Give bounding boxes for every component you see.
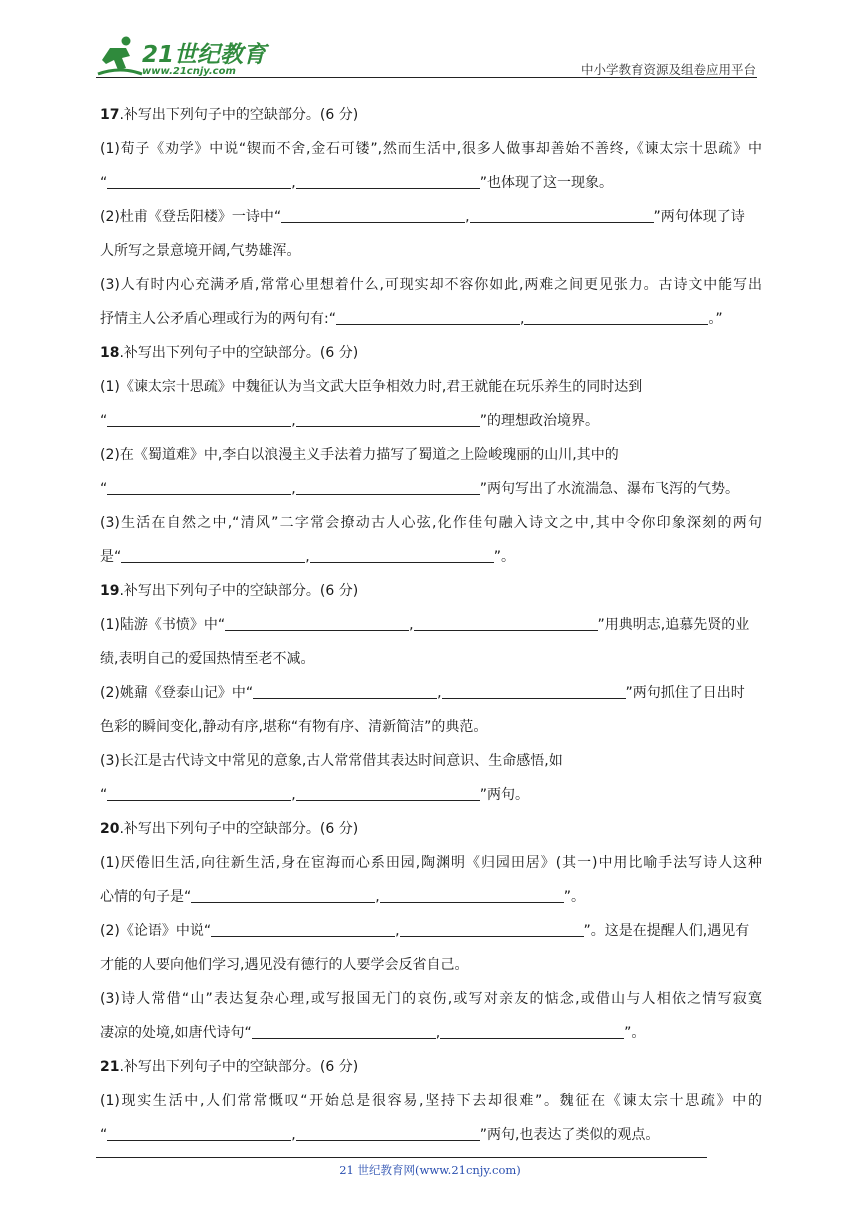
question-title (100, 342, 762, 364)
line-text: , (291, 481, 296, 497)
question-instruction: .补写出下列句子中的空缺部分。(6 分) (119, 345, 359, 361)
line-text: 凄凉的处境,如唐代诗句“ (100, 1025, 252, 1041)
line-text: ”两句。 (479, 787, 529, 803)
line-text: 。” (708, 311, 723, 327)
question-number: 21 (100, 1059, 120, 1075)
line-text: ”两句体现了诗 (653, 209, 745, 225)
answer-blank[interactable] (107, 412, 291, 427)
question-number: 20 (100, 821, 120, 837)
line-text: “ (100, 413, 108, 429)
question-line (100, 716, 762, 738)
question-list (100, 104, 762, 1158)
question-line (100, 546, 762, 568)
line-text: (1)陆游《书愤》中“ (100, 617, 226, 633)
answer-blank[interactable] (296, 786, 480, 801)
question-line (100, 138, 762, 160)
answer-blank[interactable] (107, 174, 291, 189)
question-line (100, 1022, 762, 1044)
question-title (100, 818, 762, 840)
logo (96, 34, 266, 80)
line-text: ”也体现了这一现象。 (479, 175, 613, 191)
question-line (100, 1124, 762, 1146)
question-line (100, 954, 762, 976)
answer-blank[interactable] (442, 684, 626, 699)
answer-blank[interactable] (225, 616, 409, 631)
line-text: ”。 (493, 549, 515, 565)
line-text: 色彩的瞬间变化,静动有序,堪称“有物有序、清新简洁”的典范。 (100, 719, 488, 735)
answer-blank[interactable] (281, 208, 465, 223)
line-text: , (291, 175, 296, 191)
runner-logo-icon (96, 34, 144, 80)
page-footer: 21 世纪教育网(www.21cnjy.com) (339, 1163, 521, 1177)
line-text: , (375, 889, 380, 905)
question-line (100, 410, 762, 432)
question-number: 18 (100, 345, 120, 361)
line-text: ”。 (624, 1025, 646, 1041)
answer-blank[interactable] (400, 922, 584, 937)
line-text: , (435, 1025, 441, 1041)
question-line (100, 614, 762, 636)
line-text: (2)姚鼐《登泰山记》中“ (100, 685, 254, 701)
answer-blank[interactable] (121, 548, 305, 563)
answer-blank[interactable] (107, 786, 291, 801)
question-title (100, 580, 762, 602)
question-line (100, 852, 762, 874)
line-text: ”。 (563, 889, 585, 905)
logo-url: www.21cnjy.com (142, 66, 236, 77)
line-text: (2)在《蜀道难》中,李白以浪漫主义手法着力描写了蜀道之上险峻瑰丽的山川,其中的 (100, 447, 619, 463)
question-line (100, 1090, 762, 1112)
question-line (100, 750, 762, 772)
line-text: 心情的句子是“ (100, 889, 192, 905)
question-line (100, 172, 762, 194)
line-text: 才能的人要向他们学习,遇见没有德行的人要学会反省自己。 (100, 957, 469, 973)
line-text: 抒情主人公矛盾心理或行为的两句有:“ (100, 311, 336, 327)
question-title (100, 104, 762, 126)
answer-blank[interactable] (191, 888, 375, 903)
line-text: 绩,表明自己的爱国热情至老不减。 (100, 651, 315, 667)
answer-blank[interactable] (211, 922, 395, 937)
line-text: (1)现实生活中,人们常常慨叹“开始总是很容易,坚持下去却很难”。魏征在《谏太宗十思疏》中的 (100, 1093, 762, 1109)
question-instruction: .补写出下列句子中的空缺部分。(6 分) (119, 107, 359, 123)
question-number: 17 (100, 107, 120, 123)
line-text: , (409, 617, 414, 633)
line-text: ”两句,也表达了类似的观点。 (479, 1127, 660, 1143)
line-text: (1)《谏太宗十思疏》中魏征认为当文武大臣争相效力时,君王就能在玩乐养生的同时达到 (100, 379, 643, 395)
line-text: ”两句抓住了日出时 (625, 685, 745, 701)
answer-blank[interactable] (107, 480, 291, 495)
question-line (100, 478, 762, 500)
answer-blank[interactable] (414, 616, 598, 631)
logo-title: 21世纪教育 (142, 42, 267, 68)
answer-blank[interactable] (107, 1126, 291, 1141)
line-text: (3)人有时内心充满矛盾,常常心里想着什么,可现实却不容你如此,两难之间更见张力。古诗文中能写出 (100, 277, 762, 293)
answer-blank[interactable] (296, 174, 480, 189)
question-line (100, 308, 762, 330)
question-line (100, 240, 762, 262)
page-header (96, 30, 756, 82)
line-text: , (291, 413, 296, 429)
line-text: ”的理想政治境界。 (479, 413, 599, 429)
line-text: (1)厌倦旧生活,向往新生活,身在宦海而心系田园,陶渊明《归园田居》(其一)中用比喻手法写诗人这种 (100, 855, 762, 871)
line-text: , (437, 685, 442, 701)
question-line (100, 512, 762, 534)
line-text: (3)长江是古代诗文中常见的意象,古人常常借其表达时间意识、生命感悟,如 (100, 753, 563, 769)
line-text: (2)《论语》中说“ (100, 923, 212, 939)
line-text: , (519, 311, 525, 327)
question-instruction: .补写出下列句子中的空缺部分。(6 分) (119, 583, 359, 599)
line-text: “ (100, 1127, 108, 1143)
line-text: (2)杜甫《登岳阳楼》一诗中“ (100, 209, 282, 225)
answer-blank[interactable] (296, 480, 480, 495)
question-line (100, 988, 762, 1010)
question-number: 19 (100, 583, 120, 599)
question-line (100, 274, 762, 296)
question-line (100, 206, 762, 228)
answer-blank[interactable] (296, 1126, 480, 1141)
answer-blank[interactable] (380, 888, 564, 903)
answer-blank[interactable] (470, 208, 654, 223)
line-text: 是“ (100, 549, 122, 565)
line-text: , (395, 923, 400, 939)
answer-blank[interactable] (336, 310, 520, 325)
line-text: , (305, 549, 310, 565)
line-text: (3)诗人常借“山”表达复杂心理,或写报国无门的哀伤,或写对亲友的惦念,或借山与人相依之情写寂寞 (100, 991, 762, 1007)
question-title (100, 1056, 762, 1078)
header-divider (96, 77, 757, 78)
footer-divider (96, 1157, 707, 1158)
line-text: “ (100, 481, 108, 497)
question-instruction: .补写出下列句子中的空缺部分。(6 分) (119, 821, 359, 837)
answer-blank[interactable] (310, 548, 494, 563)
line-text: ”用典明志,追慕先贤的业 (597, 617, 750, 633)
line-text: (1)荀子《劝学》中说“锲而不舍,金石可镂”,然而生活中,很多人做事却善始不善终,《谏太宗十思疏》中 (100, 141, 762, 157)
question-line (100, 920, 762, 942)
answer-blank[interactable] (440, 1024, 624, 1039)
question-line (100, 648, 762, 670)
question-line (100, 784, 762, 806)
line-text: ”两句写出了水流湍急、瀑布飞泻的气势。 (479, 481, 739, 497)
line-text: (3)生活在自然之中,“清风”二字常会撩动古人心弦,化作佳句融入诗文之中,其中令你印象深刻的两句 (100, 515, 762, 531)
line-text: 人所写之景意境开阔,气势雄浑。 (100, 243, 301, 259)
platform-name: 中小学教育资源及组卷应用平台 (580, 62, 756, 77)
question-instruction: .补写出下列句子中的空缺部分。(6 分) (119, 1059, 359, 1075)
line-text: , (465, 209, 470, 225)
line-text: ”。这是在提醒人们,遇见有 (583, 923, 750, 939)
answer-blank[interactable] (253, 684, 437, 699)
line-text: “ (100, 787, 108, 803)
question-line (100, 444, 762, 466)
question-line (100, 376, 762, 398)
answer-blank[interactable] (252, 1024, 436, 1039)
answer-blank[interactable] (296, 412, 480, 427)
question-line (100, 682, 762, 704)
question-line (100, 886, 762, 908)
line-text: , (291, 787, 296, 803)
line-text: “ (100, 175, 108, 191)
line-text: , (291, 1127, 296, 1143)
answer-blank[interactable] (524, 310, 708, 325)
